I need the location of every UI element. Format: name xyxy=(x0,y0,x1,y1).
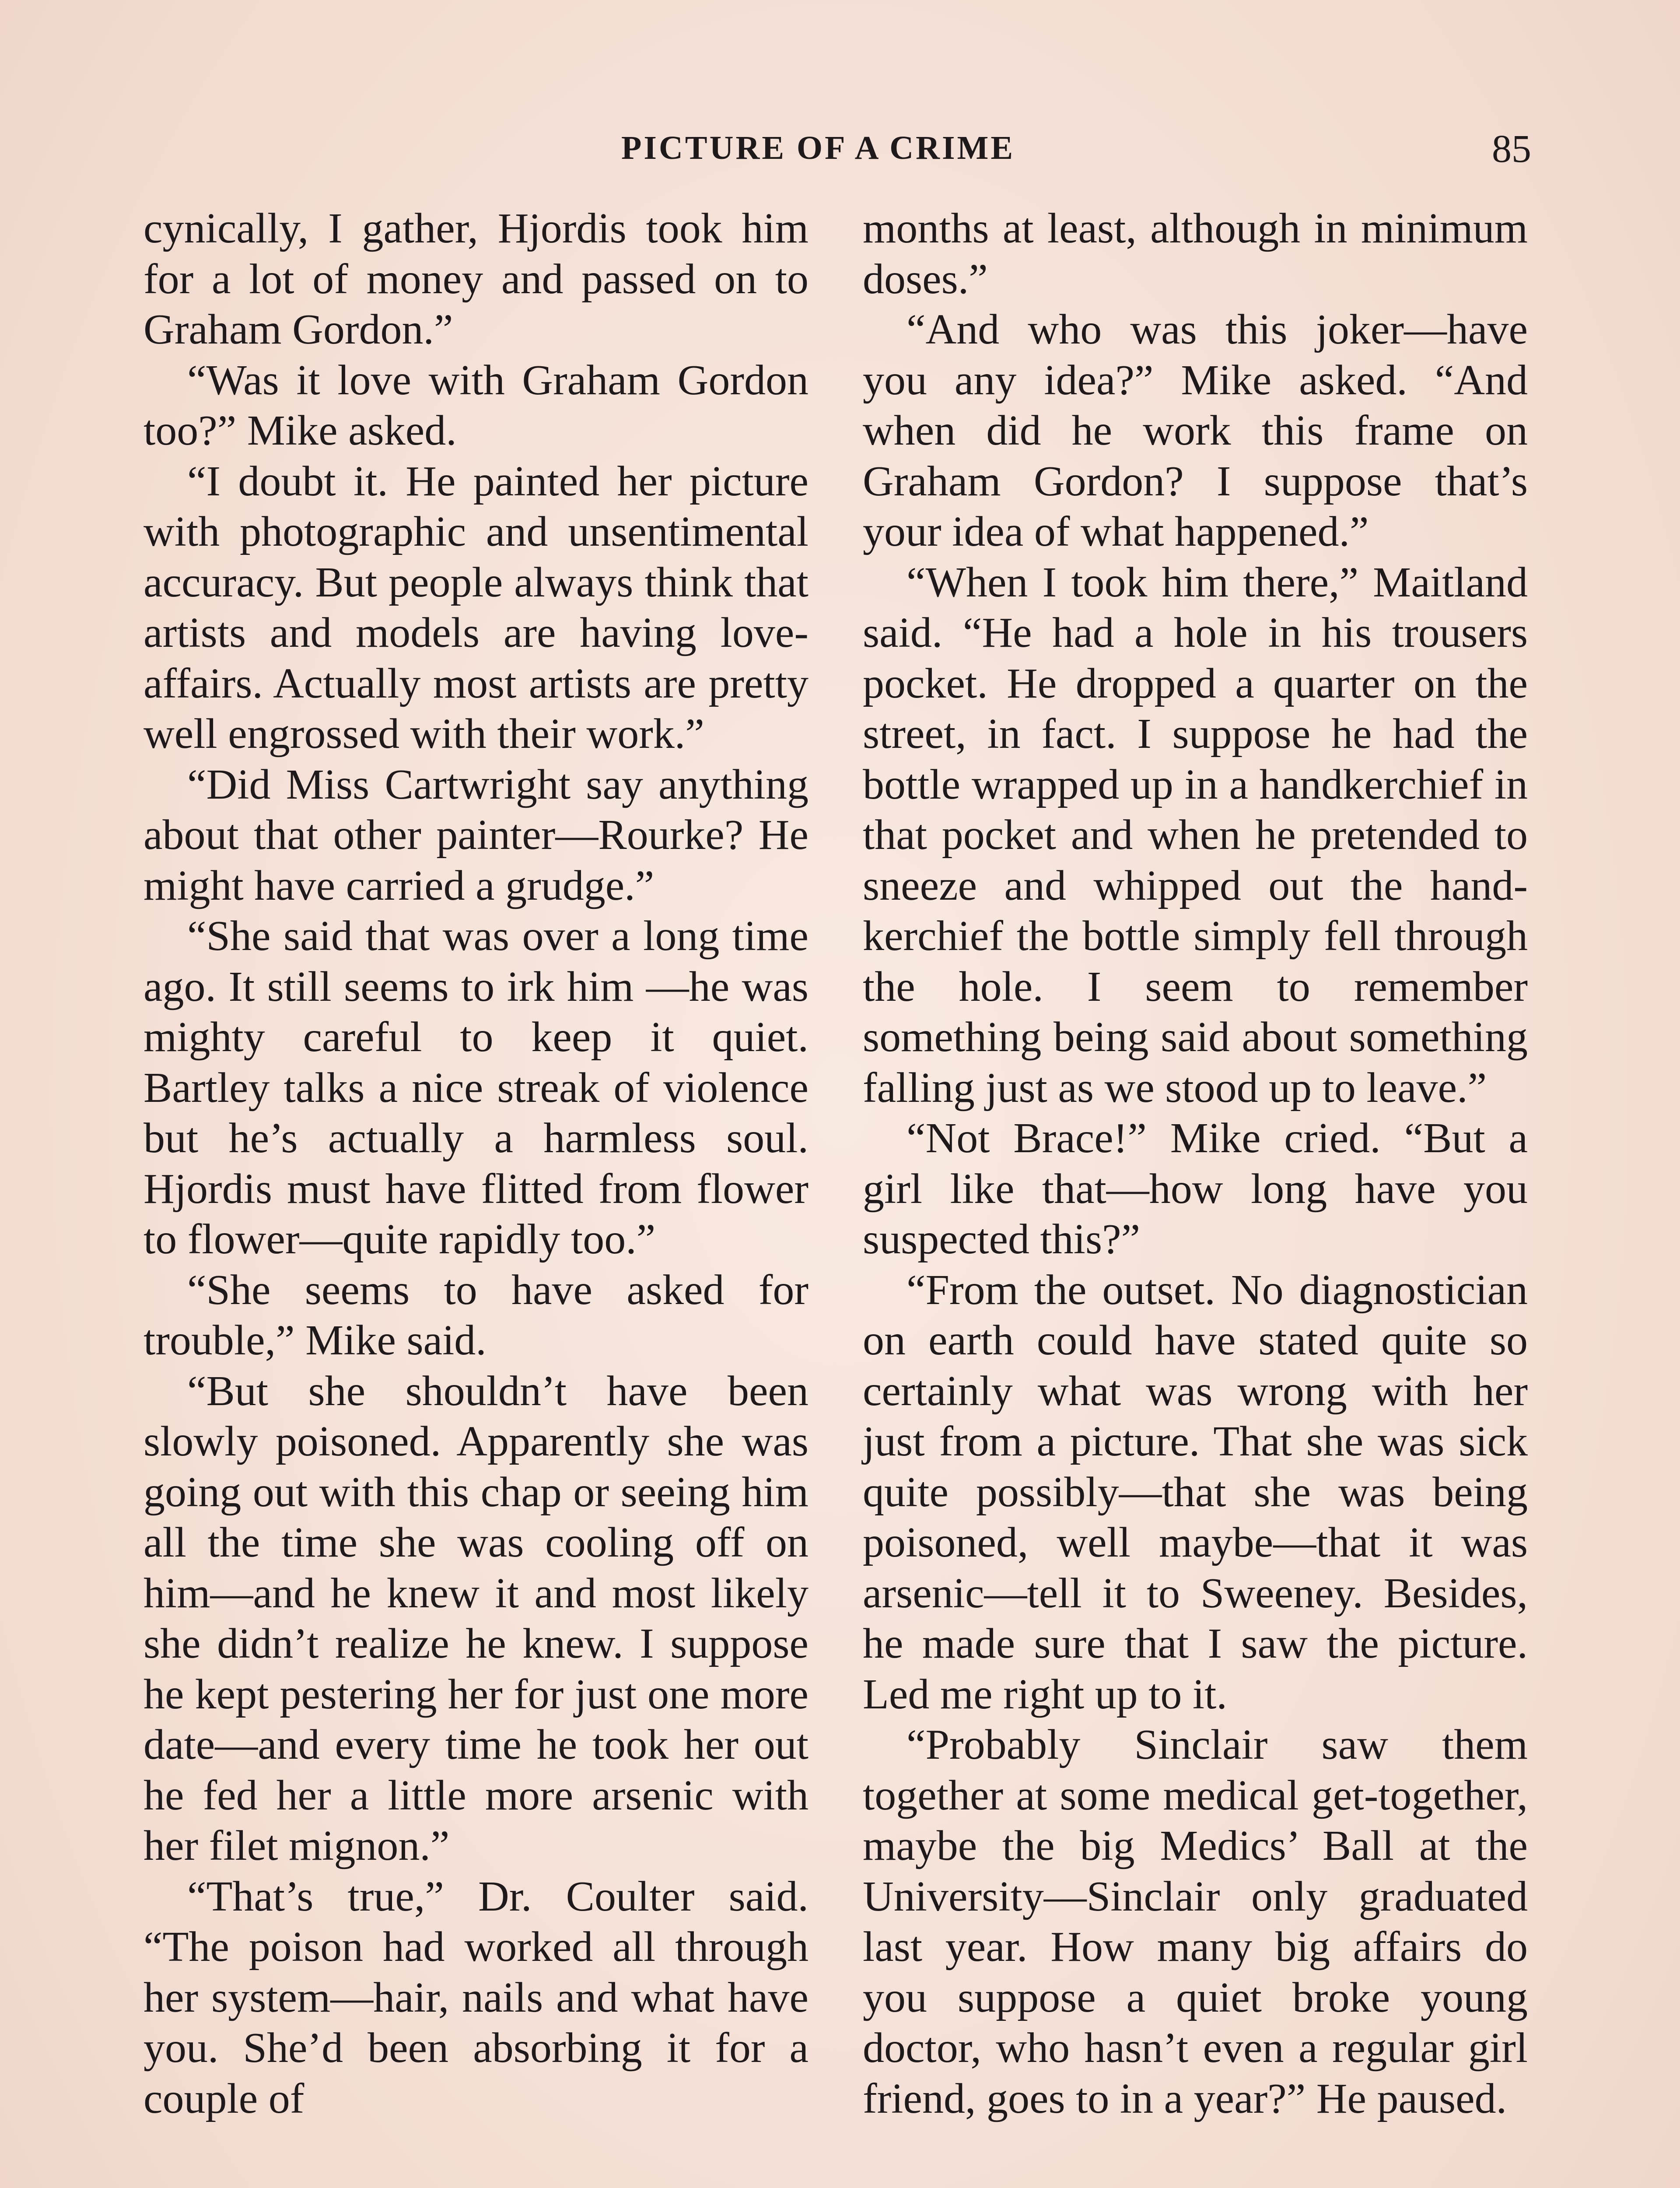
paragraph: “From the outset. No diagnostician on earth could have stated quite so certainly what was wrong with her just from a picture. That she was sick quite possibly—that she was being poisoned, well maybe—that it was arsenic—tell it to Sweeney. Besides, he made sure that I saw the picture. Led me right up to it. xyxy=(863,1266,1528,1718)
paragraph: “Probably Sinclair saw them together at some medical get-together, maybe the big Medics’ Ball at the University—Sinclair only graduated last year. How many big affairs do you suppose a quiet broke young doctor, who hasn’t even a regular girl friend, goes to in a year?” He paused. xyxy=(863,1721,1528,2122)
paragraph: “Was it love with Graham Gordon too?” Mike asked. xyxy=(144,356,808,454)
paragraph: “I doubt it. He painted her picture with photographic and unsentimental accuracy. But people always think that artists and models are having love-affairs. Actually most artists are pretty well engrossed with their work.” xyxy=(144,457,808,757)
paragraph: “That’s true,” Dr. Coulter said. “The poison had worked all through her system—hair, nails and what have you. She’d been absorbing it for a couple of xyxy=(144,1872,808,2122)
paragraph: “Not Brace!” Mike cried. “But a girl like that—how long have you suspected this?” xyxy=(863,1115,1528,1263)
page-number: 85 xyxy=(1492,127,1531,171)
running-title: PICTURE OF A CRIME xyxy=(621,130,1015,166)
right-column xyxy=(863,203,1528,2124)
paragraph: “She seems to have asked for trouble,” Mike said. xyxy=(144,1266,808,1364)
paragraph: “And who was this joker—have you any idea?” Mike asked. “And when did he work this frame on Graham Gordon? I suppose that’s your idea of what happened.” xyxy=(863,306,1528,555)
paragraph: cynically, I gather, Hjordis took him for a lot of money and passed on to Graham Gordon.” xyxy=(144,205,808,353)
paragraph: “But she shouldn’t have been slowly poisoned. Apparently she was going out with this chap or seeing him all the time she was cooling off on him—and he knew it and most likely she didn’t realize he knew. I suppose he kept pestering her for just one more date—and every time he took her out he fed her a little more arsenic with her filet mignon.” xyxy=(144,1367,808,1869)
paragraph: months at least, although in minimum doses.” xyxy=(863,205,1528,303)
paragraph: “When I took him there,” Maitland said. “He had a hole in his trousers pocket. He dropped a quarter on the street, in fact. I suppose he had the bottle wrapped up in a handkerchief in that pocket and when he pretended to sneeze and whipped out the handkerchief the bottle simply fell through the hole. I seem to remember something being said about something falling just as we stood up to leave.” xyxy=(863,558,1528,1112)
paragraph: “Did Miss Cartwright say anything about that other painter—Rourke? He might have carried a grudge.” xyxy=(144,761,808,909)
paragraph: “She said that was over a long time ago. It still seems to irk him —he was mighty careful to keep it quiet. Bartley talks a nice streak of violence but he’s actually a harmless soul. Hjordis must have flitted from flower to flower—quite rapidly too.” xyxy=(144,912,808,1263)
left-column xyxy=(144,203,808,2124)
